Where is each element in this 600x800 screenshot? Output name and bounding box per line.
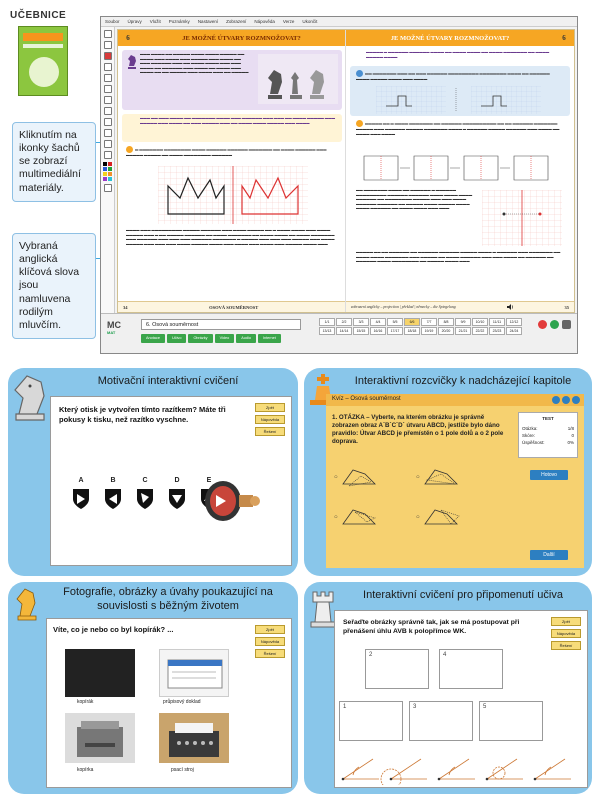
section-selector[interactable]: 6. Osová souměrnost — [141, 319, 301, 330]
right-footer-num: 35 — [564, 304, 569, 310]
caption-kopirka: kopírka — [77, 767, 94, 773]
panel-review — [304, 582, 592, 794]
radio-option-4[interactable]: ○ — [416, 506, 461, 528]
angle-construction-tiles[interactable] — [339, 745, 585, 785]
shield-option-a[interactable] — [71, 477, 91, 511]
right-body-1: ▬▬▬▬▬ ▬▬ ▬ ▬▬▬▬ ▬▬▬▬▬▬▬ ▬▬ ▬▬▬▬▬▬ ▬▬▬▬▬▬▬▬▬▬ ▬▬ ▬▬ ▬▬▬▬▬▬ ▬▬▬▬▬▬▬ ▬▬▬▬▬ ▬▬▬ ▬▬▬▬▬▬ ▬▬▬▬▬ ▬▬▬▬▬▬▬ ▬▬▬▬ ▬ ▬▬▬▬▬▬ ▬▬▬▬▬ ▬▬▬▬▬▬ ▬▬▬ ▬▬▬▬ ▬▬ ▬▬▬▬ ▬▬▬ ▬▬▬▬ — [356, 121, 560, 136]
textbook-cover — [18, 26, 68, 96]
refresh-icon[interactable] — [550, 320, 559, 329]
callout-english-words: Vybraná anglická klíčová slova jsou namluvena rodilým mluvčím. — [12, 233, 96, 339]
test-title: TEST — [542, 416, 554, 421]
quiz-header: Kvíz – Osová souměrnost — [326, 394, 584, 406]
page-thumb[interactable]: 4/4 — [370, 318, 386, 326]
page-thumb[interactable]: 8/8 — [438, 318, 454, 326]
body-text-2: ▬▬▬▬ ▬▬▬ ▬▬▬▬▬▬▬▬▬ ▬▬▬▬▬ ▬▬▬▬▬▬ ▬▬▬ ▬▬▬▬ ▬▬▬▬▬ ▬▬ ▬ ▬▬▬▬ ▬▬▬▬ ▬▬▬ ▬▬▬▬ ▬▬▬▬▬ ▬▬▬ ▬ ▬▬ ▬▬▬▬▬ ▬▬▬▬▬▬ ▬▬ ▬▬▬▬ ▬▬▬▬▬▬▬ ▬▬ ▬▬▬▬ ▬▬▬▬ ▬▬ ▬▬▬▬ ▬▬▬▬▬▬▬ ▬▬▬ ▬▬▬▬▬▬ ▬▬▬ ▬▬▬ ▬▬▬ ▬▬▬▬▬▬ ▬▬▬▬▬▬▬ ▬ ▬▬▬▬▬ ▬▬▬ ▬▬▬ ▬▬▬ ▬▬▬▬▬ ▬▬▬ ▬▬▬▬ ▬▬▬▬▬ ▬▬▬ ▬▬▬ ▬▬▬ ▬▬▬▬ ▬▬▬▬▬ ▬▬▬▬ ▬▬▬ ▬▬▬▬ ▬▬▬ ▬▬▬▬ ▬▬▬ ▬▬▬▬▬ ▬▬▬▬ ▬▬▬ — [126, 228, 335, 246]
panel-motivational — [8, 368, 298, 576]
tab-obrazky[interactable]: Obrázky — [188, 334, 212, 343]
page-thumb[interactable]: 23/23 — [489, 327, 505, 335]
photo-prupisovy-doklad[interactable] — [159, 649, 229, 697]
right-page — [346, 30, 574, 312]
right-page-title: JE MOŽNÉ ÚTVARY ROZMNOŽOVAT? — [390, 34, 510, 42]
ellipse-tool-icon[interactable] — [104, 107, 112, 115]
quiz-question: 1. OTÁZKA – Vyberte, na kterém obrázku je správně zobrazen obraz A´B´C´D´ útvaru ABCD, jestliže bylo dáno pravidlo: Útvar ABCD je přemístěn o 1 pole dolů a o 2 pole doprava. — [332, 414, 504, 446]
help-button[interactable]: Nápověda — [255, 415, 285, 424]
book-spread — [117, 29, 575, 313]
color-swatches — [103, 162, 112, 181]
page-thumb[interactable]: 14/14 — [336, 327, 352, 335]
page-thumb[interactable]: 9/9 — [455, 318, 471, 326]
menu-vlozit[interactable]: Vložit — [149, 19, 161, 24]
hand-tool-icon[interactable] — [104, 41, 112, 49]
callout-chess-icons: Kliknutím na ikonky šachů se zobrazí multimediální materiály. — [12, 122, 96, 202]
test-score-label: Skóre: — [522, 433, 536, 438]
pen-tool-icon[interactable] — [104, 52, 112, 60]
shield-label: E — [206, 477, 212, 484]
tab-anotace[interactable]: Anotace — [141, 334, 165, 343]
page-thumb[interactable]: 1/1 — [319, 318, 335, 326]
highlighter-icon[interactable] — [104, 63, 112, 71]
help-icon[interactable] — [562, 396, 570, 404]
back-button[interactable]: Zpět — [255, 403, 285, 412]
chess-photo — [258, 54, 338, 104]
drop-slot[interactable] — [339, 701, 403, 741]
shield-label: D — [174, 477, 180, 484]
page-thumb[interactable]: 10/10 — [472, 318, 488, 326]
slot-number: 5 — [483, 704, 487, 710]
panel-warmup-title: Interaktivní rozcvičky k nadcházející kapitole — [354, 375, 572, 387]
page-thumb[interactable]: 19/19 — [421, 327, 437, 335]
question-text: ▬▬▬ ▬▬ ▬▬▬ ▬▬▬▬ ▬▬ ▬▬▬▬▬▬▬ ▬▬▬▬ ▬▬▬ ▬▬▬▬▬▬ ▬▬▬ ▬▬▬ ▬▬ ▬▬▬▬ ▬▬▬▬▬ ▬▬▬ ▬▬▬▬▬ ▬▬▬ ▬▬▬▬ ▬▬ ▬▬▬ ▬▬▬▬▬ ▬▬▬ ▬▬ ▬▬▬▬ ▬▬▬▬ ▬▬▬▬▬ ▬▬▬ ▬▬▬▬ — [140, 116, 335, 125]
intro-text: ▬▬▬ ▬▬▬▬ ▬▬ ▬▬▬▬▬ ▬▬▬▬ ▬▬▬▬ ▬▬▬▬▬ ▬▬ ▬▬▬▬ ▬▬▬ ▬▬▬▬ ▬▬▬ ▬▬▬▬▬ ▬▬▬ ▬▬▬▬ ▬▬ ▬▬▬ ▬▬▬▬▬▬ ▬▬▬ ▬▬ ▬▬▬▬ ▬▬▬▬ ▬▬▬ ▬▬▬ ▬▬▬▬ ▬▬ ▬▬▬▬▬▬ ▬▬▬ ▬▬▬▬ ▬▬ ▬▬▬▬ ▬▬▬ ▬▬▬▬ ▬▬ ▬▬ ▬▬▬▬▬ ▬▬▬ ▬▬▬▬ ▬▬▬ ▬▬ ▬▬▬▬▬ — [140, 52, 249, 75]
drop-slot[interactable] — [409, 701, 473, 741]
page-navigator — [319, 318, 522, 335]
motivational-screen — [50, 396, 292, 566]
swatch-black[interactable] — [103, 162, 107, 166]
page-thumb[interactable]: 17/17 — [387, 327, 403, 335]
caption-psaci-stroj: psací stroj — [171, 767, 194, 773]
trash-icon[interactable] — [562, 320, 571, 329]
tab-audio[interactable]: Audio — [236, 334, 256, 343]
left-footer-title: OSOVÁ SOUMĚRNOST — [209, 304, 259, 310]
tab-internet[interactable]: Internet — [258, 334, 281, 343]
shield-option-c[interactable] — [135, 477, 155, 511]
panel-warmup — [304, 368, 592, 576]
page-thumb[interactable]: 22/22 — [472, 327, 488, 335]
angle-grid-figure — [482, 190, 562, 246]
photos-buttons — [255, 625, 285, 658]
help-button[interactable]: Nápověda — [551, 629, 581, 638]
right-body-2: ▬▬ ▬▬▬▬▬▬▬ ▬▬▬▬ ▬▬ ▬▬▬▬▬▬ ▬ ▬▬▬▬▬▬ ▬▬▬▬▬▬▬▬▬ ▬▬▬▬▬▬ ▬▬▬▬▬▬ ▬▬▬▬ ▬▬▬▬ ▬▬▬▬ ▬▬▬▬▬▬ ▬▬ ▬▬▬▬▬▬▬▬ ▬▬▬▬▬ ▬▬▬ ▬▬▬ ▬▬▬▬ ▬▬▬▬▬▬ ▬▬▬▬▬▬ ▬▬ ▬▬▬▬▬ ▬▬▬▬ ▬▬▬▬▬ ▬▬▬▬ ▬▬▬▬ ▬▬▬▬▬▬ ▬▬ ▬▬▬▬ ▬▬▬▬ ▬▬▬ ▬▬▬ — [356, 188, 473, 211]
caption-kopirak: kopírák — [77, 699, 94, 705]
left-footer-num: 34 — [123, 304, 128, 310]
page-thumb[interactable]: 15/15 — [353, 327, 369, 335]
left-page-number: 6 — [126, 34, 130, 42]
swatch-orange[interactable] — [108, 172, 112, 176]
solution-button[interactable]: Řešení — [255, 649, 285, 658]
radio-option-3[interactable]: ○ — [416, 466, 461, 488]
google-icon[interactable] — [538, 320, 547, 329]
review-buttons — [551, 617, 581, 650]
slot-number: 2 — [369, 652, 373, 658]
left-page — [118, 30, 346, 312]
photo-kopirka[interactable] — [65, 713, 135, 763]
right-intro-text: ▬▬▬▬▬ ▬ ▬▬▬▬▬▬ ▬▬▬▬▬▬ ▬▬▬▬ ▬▬ ▬▬▬▬ ▬▬▬▬ ▬▬ ▬▬▬▬ ▬▬▬▬▬▬▬ ▬▬ ▬▬▬▬ ▬▬▬▬▬ ▬▬▬▬ — [366, 50, 550, 59]
test-success-label: Úspěšnost: — [522, 440, 545, 445]
page-thumb[interactable]: 2/2 — [336, 318, 352, 326]
crowns-grid-figure — [158, 166, 308, 224]
drop-slot[interactable] — [365, 649, 429, 689]
eraser-icon[interactable] — [104, 74, 112, 82]
test-score-value: 0 — [571, 433, 574, 438]
menu-zobrazeni[interactable]: Zobrazení — [226, 19, 247, 24]
radio-option-1[interactable]: ○ — [334, 466, 379, 488]
chess-knight-icon — [14, 588, 40, 626]
mc-sub: MAT — [107, 330, 116, 335]
check-button[interactable]: Hotovo — [530, 470, 568, 480]
panel-motivational-title: Motivační interaktivní cvičení — [97, 375, 239, 387]
rectangle-tool-icon[interactable] — [104, 96, 112, 104]
right-footer-vocab: zobrazení anglicky – projection | překlad | německy – die Spiegelung — [351, 305, 456, 309]
panel-review-title: Interaktivní cvičení pro připomenutí učiva — [363, 589, 563, 601]
test-success-value: 0% — [567, 440, 574, 445]
menu-soubor[interactable]: Soubor — [105, 19, 120, 24]
left-page-title: JE MOŽNÉ ÚTVARY ROZMNOŽOVAT? — [182, 34, 301, 42]
back-button[interactable]: Zpět — [551, 617, 581, 626]
swatch-purple[interactable] — [103, 177, 107, 181]
page-thumb[interactable]: 11/11 — [489, 318, 505, 326]
panel-photos-title: Fotografie, obrázky a úvahy poukazující na souvislosti s běžným životem — [63, 586, 273, 612]
ucebnice-heading: UČEBNICE — [10, 10, 67, 21]
compass-icon[interactable] — [104, 151, 112, 159]
square-mirror-figure — [376, 86, 546, 114]
mc-label: MC — [107, 320, 121, 330]
panel-photos — [8, 582, 298, 794]
page-thumb[interactable]: 18/18 — [404, 327, 420, 335]
page-thumb[interactable]: 13/13 — [319, 327, 335, 335]
left-page-footer — [118, 301, 345, 312]
menu-napoveda[interactable]: Nápověda — [254, 19, 275, 24]
menu-upravy[interactable]: Úpravy — [127, 19, 142, 24]
menu-bar — [101, 17, 577, 27]
next-button[interactable]: Další — [530, 550, 568, 560]
right-page-footer — [346, 301, 574, 312]
close-icon[interactable] — [572, 396, 580, 404]
page-thumb[interactable]: 3/3 — [353, 318, 369, 326]
test-question-value: 1/8 — [567, 426, 574, 431]
cursor-tool-icon[interactable] — [104, 30, 112, 38]
swatch-blue[interactable] — [103, 167, 107, 171]
review-screen — [334, 610, 588, 788]
shield-options — [71, 477, 219, 511]
page-thumb[interactable]: 16/16 — [370, 327, 386, 335]
back-button[interactable]: Zpět — [255, 625, 285, 634]
shield-option-d[interactable] — [167, 477, 187, 511]
photo-psaci-stroj[interactable] — [159, 713, 229, 763]
page-thumb[interactable]: 20/20 — [438, 327, 454, 335]
quiz-header-icons — [552, 396, 580, 404]
quiz-body — [326, 406, 584, 568]
radio-option-2[interactable]: ○ — [334, 506, 379, 528]
stamp-image[interactable] — [201, 475, 261, 529]
swatch-yellow[interactable] — [103, 172, 107, 176]
photo-kopirak[interactable] — [65, 649, 135, 697]
app-status-bar — [101, 313, 577, 353]
right-body-3: ▬▬▬▬▬ ▬▬ ▬▬ ▬▬▬▬▬▬ ▬▬ ▬▬▬▬▬▬ ▬▬▬▬▬▬ ▬▬▬▬▬ ▬▬▬▬ ▬ ▬▬▬▬▬▬ ▬▬▬ ▬▬▬▬▬▬▬ ▬▬ ▬▬▬▬ ▬▬▬▬ ▬▬▬▬▬▬▬ ▬▬▬ ▬▬▬▬▬ ▬▬ ▬▬▬▬ ▬▬▬▬▬▬ ▬▬▬ ▬▬▬ ▬▬▬▬ ▬▬ ▬▬▬▬▬▬ ▬▬ ▬▬▬▬▬▬ ▬▬▬▬ ▬▬▬▬▬▬▬▬ ▬▬ ▬▬▬▬▬ ▬▬▬▬ ▬▬▬ — [356, 250, 561, 264]
solution-button[interactable]: Řešení — [255, 427, 285, 436]
shield-label: B — [110, 477, 116, 484]
quiz-screen — [326, 394, 584, 568]
mc-logo — [107, 320, 121, 335]
right-page-header — [346, 30, 574, 46]
speaker-icon[interactable] — [507, 304, 514, 311]
sound-icon[interactable] — [552, 396, 560, 404]
menu-ukoncit[interactable]: Ukončit — [302, 19, 318, 24]
swatch-cyan[interactable] — [108, 177, 112, 181]
chess-piece-icon[interactable] — [104, 184, 112, 192]
drop-slot[interactable] — [479, 701, 543, 741]
motivational-buttons — [255, 403, 285, 436]
text-tool-icon[interactable] — [104, 118, 112, 126]
slot-number: 3 — [413, 704, 417, 710]
solution-button[interactable]: Řešení — [551, 641, 581, 650]
slot-number: 1 — [343, 704, 347, 710]
body-text-1: ▬ ▬▬▬▬▬▬▬ ▬▬▬▬▬▬▬▬ ▬▬▬▬ ▬▬▬▬▬▬ ▬▬▬▬▬▬ ▬▬▬▬▬▬▬ ▬▬ ▬▬▬▬ ▬▬▬▬▬▬ ▬▬▬ ▬▬▬▬▬ ▬▬▬▬▬ ▬▬ ▬▬▬▬ ▬▬▬▬▬▬▬▬ ▬▬▬▬▬▬ — [126, 147, 327, 157]
slot-number: 4 — [443, 652, 447, 658]
shield-option-b[interactable] — [103, 477, 123, 511]
paper-fold-figure — [360, 152, 560, 184]
page-thumb-current[interactable]: 6/6 — [404, 318, 420, 326]
line-tool-icon[interactable] — [104, 85, 112, 93]
page-thumb[interactable]: 21/21 — [455, 327, 471, 335]
menu-nastaveni[interactable]: Nastavení — [197, 19, 219, 24]
textbook-app-window — [100, 16, 578, 354]
page-thumb[interactable]: 24/24 — [506, 327, 522, 335]
tab-video[interactable]: Video — [215, 334, 235, 343]
caption-prupisovy-doklad: průpisový doklad — [163, 699, 201, 705]
page-thumb[interactable]: 12/12 — [506, 318, 522, 326]
chess-knight-icon — [10, 374, 50, 426]
menu-poznamky[interactable]: Poznámky — [168, 19, 190, 24]
menu-verze[interactable]: Verze — [282, 19, 295, 24]
help-button[interactable]: Nápověda — [255, 637, 285, 646]
status-icons — [538, 320, 571, 329]
quiz-test-box — [518, 412, 578, 458]
swatch-red[interactable] — [108, 162, 112, 166]
protractor-icon[interactable] — [104, 140, 112, 148]
drop-slot[interactable] — [439, 649, 503, 689]
tab-ucivo[interactable]: Učivo — [167, 334, 187, 343]
shield-label: C — [142, 477, 148, 484]
page-thumb[interactable]: 5/5 — [387, 318, 403, 326]
page-thumb[interactable]: 7/7 — [421, 318, 437, 326]
photos-question: Víte, co je nebo co byl kopírák? ... — [53, 625, 174, 634]
tool-palette — [101, 27, 115, 313]
shield-label: A — [78, 477, 84, 484]
chess-knight-icon[interactable] — [126, 54, 138, 74]
photos-screen — [46, 618, 292, 788]
left-page-header — [118, 30, 345, 46]
ruler-icon[interactable] — [104, 129, 112, 137]
exercise-text: ▬▬ ▬▬▬▬▬▬▬ ▬▬▬ ▬▬ ▬▬▬ ▬▬▬▬▬▬ ▬▬▬▬▬▬▬▬▬ ▬▬▬▬▬▬▬▬ ▬▬▬▬ ▬▬ ▬▬▬▬▬▬ ▬▬▬▬ ▬▬▬▬▬ ▬▬▬▬ ▬▬▬ ▬▬▬▬ — [356, 71, 550, 81]
review-question: Seřaďte obrázky správně tak, jak se má postupovat při přenášení úhlu AVB k polopřímce WK. — [343, 619, 520, 635]
right-page-number: 6 — [562, 34, 566, 42]
test-question-label: Otázka: — [522, 426, 538, 431]
motivational-question: Který otisk je vytvořen tímto razítkem? Máte tři pokusy k tisku, než razítko vyschne. — [59, 405, 226, 424]
swatch-green[interactable] — [108, 167, 112, 171]
content-tabs — [141, 334, 281, 343]
